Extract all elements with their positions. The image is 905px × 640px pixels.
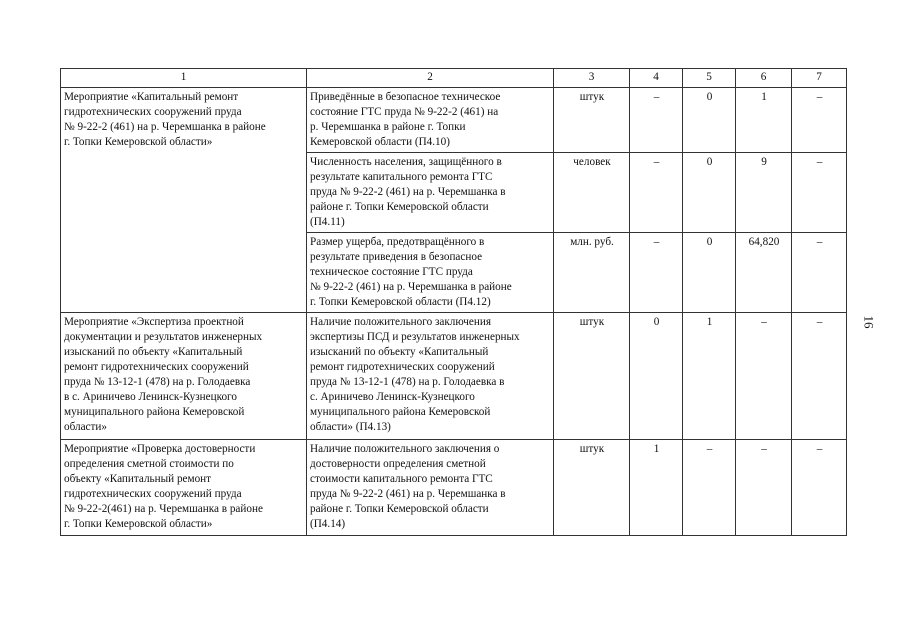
indicator-cell: Размер ущерба, предотвращённого в результате приведения в безопасное техническое состояние ГТС пруда № 9-22-2 (461) на р. Черемшанка в районе г. Топки Кемеровской области (П4.12) — [307, 233, 554, 313]
value-cell-4: – — [630, 153, 683, 233]
header-col-6: 6 — [736, 69, 792, 88]
unit-cell: штук — [554, 88, 630, 153]
value-cell-5: 1 — [683, 313, 736, 440]
value-cell-4: – — [630, 233, 683, 313]
value-cell-5: – — [683, 440, 736, 536]
value-cell-7: – — [792, 440, 847, 536]
event-cell: Мероприятие «Проверка достоверности определения сметной стоимости по объекту «Капитальный ремонт гидротехнических сооружений пруда № 9-22-2(461) на р. Черемшанка в районе г. Топки Кемеровской области» — [61, 440, 307, 536]
unit-cell: человек — [554, 153, 630, 233]
table-row — [61, 88, 847, 153]
unit-cell: млн. руб. — [554, 233, 630, 313]
unit-cell: штук — [554, 440, 630, 536]
header-row — [61, 69, 847, 88]
value-cell-7: – — [792, 313, 847, 440]
header-col-3: 3 — [554, 69, 630, 88]
header-col-4: 4 — [630, 69, 683, 88]
value-cell-5: 0 — [683, 153, 736, 233]
unit-cell: штук — [554, 313, 630, 440]
indicator-cell: Наличие положительного заключения о достоверности определения сметной стоимости капитального ремонта ГТС пруда № 9-22-2 (461) на р. Черемшанка в районе г. Топки Кемеровской области (П4.14) — [307, 440, 554, 536]
header-col-7: 7 — [792, 69, 847, 88]
value-cell-4: 1 — [630, 440, 683, 536]
header-col-1: 1 — [61, 69, 307, 88]
value-cell-6: – — [736, 440, 792, 536]
table-row — [61, 313, 847, 440]
value-cell-6: 9 — [736, 153, 792, 233]
value-cell-5: 0 — [683, 233, 736, 313]
value-cell-4: – — [630, 88, 683, 153]
header-col-2: 2 — [307, 69, 554, 88]
event-cell: Мероприятие «Экспертиза проектной документации и результатов инженерных изысканий по объекту «Капитальный ремонт гидротехнических сооружений пруда № 13-12-1 (478) на р. Голодаевка в с. Ариничево Ленинск-Кузнецкого муниципального района Кемеровской области» — [61, 313, 307, 440]
value-cell-7: – — [792, 153, 847, 233]
indicator-cell: Численность населения, защищённого в результате капитального ремонта ГТС пруда № 9-22-2 (461) на р. Черемшанка в районе г. Топки Кемеровской области (П4.11) — [307, 153, 554, 233]
indicator-cell: Наличие положительного заключения экспертизы ПСД и результатов инженерных изысканий по объекту «Капитальный ремонт гидротехнических сооружений пруда № 13-12-1 (478) на р. Голодаевка в с. Ариничево Ленинск-Кузнецкого муниципального района Кемеровской области» (П4.13) — [307, 313, 554, 440]
value-cell-5: 0 — [683, 88, 736, 153]
value-cell-4: 0 — [630, 313, 683, 440]
indicator-cell: Приведённые в безопасное техническое состояние ГТС пруда № 9-22-2 (461) на р. Черемшанка в районе г. Топки Кемеровской области (П4.10) — [307, 88, 554, 153]
page-number: 16 — [861, 315, 877, 329]
value-cell-7: – — [792, 233, 847, 313]
value-cell-6: – — [736, 313, 792, 440]
value-cell-6: 1 — [736, 88, 792, 153]
value-cell-7: – — [792, 88, 847, 153]
value-cell-6: 64,820 — [736, 233, 792, 313]
table-row — [61, 440, 847, 536]
header-col-5: 5 — [683, 69, 736, 88]
indicators-table — [60, 68, 847, 536]
event-cell: Мероприятие «Капитальный ремонт гидротехнических сооружений пруда № 9-22-2 (461) на р. Черемшанка в районе г. Топки Кемеровской области» — [61, 88, 307, 313]
